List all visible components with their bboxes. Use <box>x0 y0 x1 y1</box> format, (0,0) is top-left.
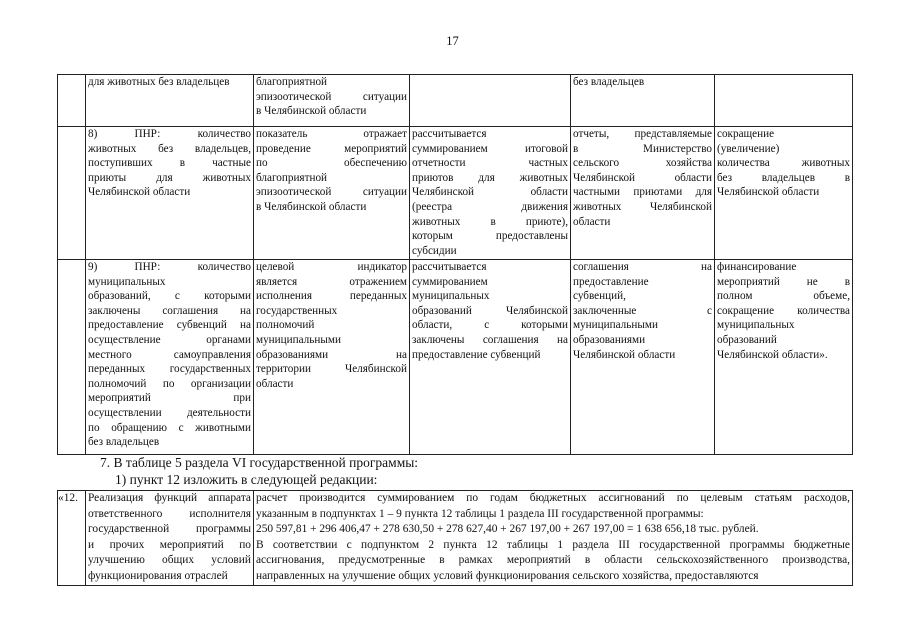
cell-text-line: благоприятной <box>256 76 328 88</box>
cell-text-line: для животных без владельцев <box>88 76 230 88</box>
cell-text-line: субвенций, <box>573 290 626 303</box>
cell-text-line: муниципальных <box>412 290 490 303</box>
cell-text-line: заключены соглашения на <box>412 333 568 346</box>
cell-text-line: финансирование <box>717 261 797 273</box>
table-cell-c4 <box>571 260 715 455</box>
table-cell-c2 <box>254 127 410 260</box>
cell-text-line: количества животных <box>717 157 850 170</box>
cell-text-line: исполнения переданных <box>256 290 407 303</box>
cell-text-line: предоставление субвенций на <box>88 319 251 332</box>
funding-table <box>57 490 853 586</box>
cell-text-line: животных Челябинской <box>573 200 712 213</box>
cell-text-line: государственных <box>256 304 338 317</box>
cell-text-line: показатель отражает <box>256 128 407 140</box>
table-cell-c2 <box>254 75 410 127</box>
cell-text-line: без владельцев <box>88 436 160 449</box>
cell-text-line: 9) ПНР: количество <box>88 261 251 273</box>
cell-text-line: направленных на улучшение общих условий функционирования сельского хозяйства, предоставляются <box>256 569 759 582</box>
cell-text-line: области <box>573 215 611 228</box>
table-cell-c3 <box>410 260 571 455</box>
table-cell-c1 <box>86 260 254 455</box>
cell-text-line: образований, с которыми <box>88 290 251 303</box>
cell-text-line: полномочий <box>256 319 315 332</box>
cell-text-line: отчетности частных <box>412 157 568 170</box>
cell-text-line: Челябинской области <box>717 186 820 199</box>
cell-text-line: рассчитывается <box>412 128 487 140</box>
cell-text-line: частными приютами для <box>573 186 712 199</box>
page-number: 17 <box>446 34 459 48</box>
table-cell-c1 <box>86 75 254 127</box>
cell-text-line: благоприятной <box>256 171 328 184</box>
cell-text-line: образованиями <box>573 333 646 346</box>
cell-text-line: эпизоотической ситуации <box>256 90 407 103</box>
table-cell-c4 <box>571 75 715 127</box>
cell-text-line: без владельцев в <box>717 171 850 184</box>
cell-text-line: мероприятий при <box>88 392 251 405</box>
cell-text-line: (реестра движения <box>412 200 568 213</box>
cell-text-line: суммированием итоговой <box>412 142 568 155</box>
cell-text-line: заключены соглашения на <box>88 304 251 317</box>
cell-text-line: по обеспечению <box>256 157 407 170</box>
cell-text-line: В соответствии с подпунктом 2 пункта 12 таблицы 1 раздела III государственной программы бюджетные <box>256 538 850 551</box>
table-cell-c4 <box>571 127 715 260</box>
table-cell-c5 <box>715 260 853 455</box>
cell-text-line: образованиями на <box>256 348 407 361</box>
row-number <box>58 127 86 260</box>
amendment-subparagraph-1: 1) пункт 12 изложить в следующей редакции: <box>115 472 378 487</box>
cell-text-line: Челябинской области <box>573 171 712 184</box>
row-number: «12. <box>58 491 86 586</box>
cell-text-line: проведение мероприятий <box>256 142 407 155</box>
cell-text-line: предоставление субвенций <box>412 348 541 361</box>
cell-text-line: образований Челябинской <box>412 304 568 317</box>
cell-text-line: муниципальными <box>573 319 658 332</box>
cell-text-line: Челябинской области <box>88 186 191 199</box>
cell-text-line: сокращение <box>717 128 775 140</box>
cell-text-line: муниципальными <box>256 333 341 346</box>
cell-text-line: указанным в подпунктах 1 – 9 пункта 12 таблицы 1 раздела III государственной программы: <box>256 507 704 520</box>
table-row <box>58 491 853 586</box>
cell-text-line: предоставление <box>573 275 649 288</box>
cell-text-line: территории Челябинской <box>256 363 407 376</box>
table-cell-c2 <box>254 260 410 455</box>
cell-text-line: полномочий по организации <box>88 377 251 390</box>
table-row <box>58 127 853 260</box>
table-cell-c3 <box>410 127 571 260</box>
cell-text-line: области, с которыми <box>412 319 568 332</box>
cell-text-line: ответственного исполнителя <box>88 507 251 520</box>
cell-text-line: Челябинской области». <box>717 348 828 361</box>
cell-text-line: улучшению общих условий <box>88 554 251 567</box>
cell-text-line: суммированием <box>412 275 488 288</box>
cell-text-line: муниципальных <box>717 319 795 332</box>
cell-text-line: местного самоуправления <box>88 348 251 361</box>
cell-text-line: заключенные с <box>573 304 712 317</box>
cell-text-line: Челябинской области <box>573 348 676 361</box>
cell-text-line: расчет производится суммированием по годам бюджетных ассигнований по целевым статьям расходов, <box>256 492 850 504</box>
cell-text-line: рассчитывается <box>412 261 487 273</box>
cell-text-line: отчеты, представляемые <box>573 128 712 140</box>
cell-text-line: приюты для животных <box>88 171 251 184</box>
cell-text-line: осуществление органами <box>88 333 251 346</box>
cell-text-line: образований <box>717 333 777 346</box>
cell-text-line: которым предоставлены <box>412 230 568 243</box>
cell-text-line: сельского хозяйства <box>573 157 712 170</box>
cell-text-line: мероприятий не в <box>717 275 850 288</box>
row-number <box>58 75 86 127</box>
indicators-table <box>57 74 853 455</box>
cell-text-line: муниципальных <box>88 275 166 288</box>
cell-text-line: ассигнования, предусмотренные в рамках мероприятий в области сельскохозяйственного производства, <box>256 554 850 567</box>
cell-text-line: является отражением <box>256 275 407 288</box>
cell-text-line: (увеличение) <box>717 142 780 155</box>
cell-text-line: приютов для животных <box>412 171 568 184</box>
cell-text-line: субсидии <box>412 244 457 257</box>
cell-text-line: по обращению с животными <box>88 421 251 434</box>
amendment-paragraph-7: 7. В таблице 5 раздела VI государственной программы: <box>100 455 419 470</box>
cell-text-line: животных без владельцев, <box>88 142 251 155</box>
cell-text-line: сокращение количества <box>717 304 850 317</box>
cell-text-line: поступивших в частные <box>88 157 251 170</box>
cell-text-line: соглашения на <box>573 261 712 273</box>
calculation-cell <box>254 491 853 586</box>
cell-text-line: Реализация функций аппарата <box>88 492 251 504</box>
table-cell-c5 <box>715 75 853 127</box>
cell-text-line: функционирования отраслей <box>88 569 228 582</box>
cell-text-line: в Челябинской области <box>256 200 367 213</box>
table-cell-c1 <box>86 127 254 260</box>
cell-text-line: эпизоотической ситуации <box>256 186 407 199</box>
cell-text-line: без владельцев <box>573 76 645 88</box>
row-number <box>58 260 86 455</box>
table-row <box>58 75 853 127</box>
cell-text-line: области <box>256 377 294 390</box>
cell-text-line: Челябинской области <box>412 186 568 199</box>
cell-text-line: осуществлении деятельности <box>88 406 251 419</box>
cell-text-line: целевой индикатор <box>256 261 407 273</box>
cell-text-line: полном объеме, <box>717 290 850 303</box>
cell-text-line: животных в приюте), <box>412 215 568 228</box>
cell-text-line: государственной программы <box>88 523 251 536</box>
table-row <box>58 260 853 455</box>
cell-text-line: и прочих мероприятий по <box>88 538 251 551</box>
cell-text-line: 8) ПНР: количество <box>88 128 251 140</box>
measure-name-cell <box>86 491 254 586</box>
cell-text-line: в Челябинской области <box>256 105 367 118</box>
table-cell-c5 <box>715 127 853 260</box>
cell-text-line: 250 597,81 + 296 406,47 + 278 630,50 + 278 627,40 + 267 197,00 + 267 197,00 = 1 638 656,18 тыс. рублей. <box>256 523 759 536</box>
cell-text-line: переданных государственных <box>88 363 251 376</box>
table-cell-c3 <box>410 75 571 127</box>
cell-text-line: в Министерство <box>573 142 712 155</box>
